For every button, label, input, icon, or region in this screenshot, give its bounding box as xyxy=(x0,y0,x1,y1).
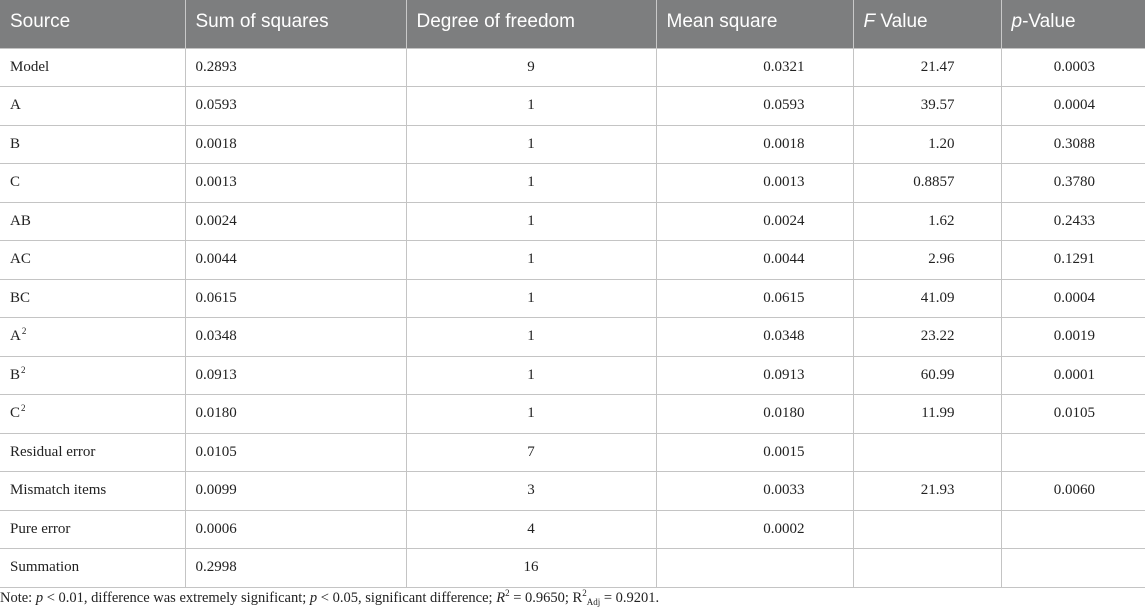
cell-sum-of-squares: 0.0013 xyxy=(185,164,406,203)
cell-degree-of-freedom: 1 xyxy=(406,279,656,318)
cell-p-value: 0.0060 xyxy=(1001,472,1145,511)
table-note: Note: p < 0.01, difference was extremely significant; p < 0.05, significant difference; $R^2 = 0.9650$; $R^2_{Adj} = 0.9201$. xyxy=(0,588,660,607)
table-row xyxy=(0,241,1145,280)
source-label: A xyxy=(10,328,21,345)
source-label: AB xyxy=(10,212,31,229)
cell-mean-square: 0.0013 xyxy=(656,164,853,203)
table-row xyxy=(0,125,1145,164)
cell-degree-of-freedom: 16 xyxy=(406,549,656,588)
cell-source xyxy=(0,125,185,164)
table-row xyxy=(0,202,1145,241)
cell-source xyxy=(0,395,185,434)
cell-mean-square: 0.0913 xyxy=(656,356,853,395)
cell-degree-of-freedom: 1 xyxy=(406,241,656,280)
cell-source xyxy=(0,433,185,472)
cell-p-value: 0.0001 xyxy=(1001,356,1145,395)
cell-f-value xyxy=(853,510,1001,549)
cell-source xyxy=(0,164,185,203)
cell-p-value xyxy=(1001,433,1145,472)
header-mean-square: Mean square xyxy=(656,0,853,48)
cell-degree-of-freedom: 4 xyxy=(406,510,656,549)
cell-source xyxy=(0,356,185,395)
cell-p-value: 0.0019 xyxy=(1001,318,1145,357)
cell-mean-square: 0.0002 xyxy=(656,510,853,549)
cell-source xyxy=(0,318,185,357)
cell-p-value: 0.0004 xyxy=(1001,87,1145,126)
cell-source xyxy=(0,549,185,588)
cell-degree-of-freedom: 7 xyxy=(406,433,656,472)
table-header xyxy=(0,0,1145,48)
cell-sum-of-squares: 0.0006 xyxy=(185,510,406,549)
cell-degree-of-freedom: 1 xyxy=(406,164,656,203)
cell-p-value: 0.3780 xyxy=(1001,164,1145,203)
cell-mean-square: 0.0593 xyxy=(656,87,853,126)
table-row xyxy=(0,279,1145,318)
cell-mean-square: 0.0615 xyxy=(656,279,853,318)
source-exponent: 2 xyxy=(21,403,26,414)
cell-p-value: 0.0105 xyxy=(1001,395,1145,434)
cell-source xyxy=(0,510,185,549)
cell-sum-of-squares: 0.0099 xyxy=(185,472,406,511)
cell-mean-square: 0.0348 xyxy=(656,318,853,357)
cell-sum-of-squares: 0.2998 xyxy=(185,549,406,588)
cell-f-value xyxy=(853,433,1001,472)
cell-p-value: 0.2433 xyxy=(1001,202,1145,241)
cell-degree-of-freedom: 9 xyxy=(406,48,656,87)
source-label: AC xyxy=(10,251,31,268)
cell-f-value: 39.57 xyxy=(853,87,1001,126)
cell-mean-square: 0.0024 xyxy=(656,202,853,241)
cell-f-value: 1.20 xyxy=(853,125,1001,164)
source-label: C xyxy=(10,174,21,191)
cell-degree-of-freedom: 1 xyxy=(406,356,656,395)
cell-mean-square: 0.0321 xyxy=(656,48,853,87)
table-row xyxy=(0,395,1145,434)
source-label: Model xyxy=(10,58,50,75)
cell-degree-of-freedom: 1 xyxy=(406,87,656,126)
cell-sum-of-squares: 0.0105 xyxy=(185,433,406,472)
cell-source xyxy=(0,202,185,241)
header-f-value: F Value xyxy=(853,0,1001,48)
table-row xyxy=(0,48,1145,87)
source-label: B xyxy=(10,366,21,383)
source-label: A xyxy=(10,97,21,114)
cell-mean-square: 0.0018 xyxy=(656,125,853,164)
cell-degree-of-freedom: 1 xyxy=(406,318,656,357)
table-row xyxy=(0,510,1145,549)
cell-f-value xyxy=(853,549,1001,588)
table-body xyxy=(0,48,1145,587)
cell-degree-of-freedom: 1 xyxy=(406,125,656,164)
source-label: Residual error xyxy=(10,443,96,460)
source-label: B xyxy=(10,135,21,152)
cell-f-value: 21.47 xyxy=(853,48,1001,87)
cell-sum-of-squares: 0.2893 xyxy=(185,48,406,87)
cell-p-value: 0.1291 xyxy=(1001,241,1145,280)
cell-p-value: 0.3088 xyxy=(1001,125,1145,164)
table-row xyxy=(0,164,1145,203)
header-row xyxy=(0,0,1145,48)
header-source: Source xyxy=(10,11,71,33)
source-label: Summation xyxy=(10,559,80,576)
cell-sum-of-squares: 0.0593 xyxy=(185,87,406,126)
header-p-value: p-Value xyxy=(1001,0,1145,48)
cell-mean-square: 0.0044 xyxy=(656,241,853,280)
source-exponent: 2 xyxy=(21,364,26,375)
cell-f-value: 60.99 xyxy=(853,356,1001,395)
cell-source xyxy=(0,472,185,511)
cell-f-value: 23.22 xyxy=(853,318,1001,357)
cell-source xyxy=(0,279,185,318)
table-row xyxy=(0,356,1145,395)
cell-sum-of-squares: 0.0348 xyxy=(185,318,406,357)
cell-sum-of-squares: 0.0615 xyxy=(185,279,406,318)
cell-p-value xyxy=(1001,549,1145,588)
cell-mean-square: 0.0033 xyxy=(656,472,853,511)
cell-sum-of-squares: 0.0024 xyxy=(185,202,406,241)
source-label: C xyxy=(10,405,21,422)
cell-sum-of-squares: 0.0044 xyxy=(185,241,406,280)
cell-degree-of-freedom: 3 xyxy=(406,472,656,511)
cell-mean-square xyxy=(656,549,853,588)
source-label: BC xyxy=(10,289,31,306)
cell-sum-of-squares: 0.0180 xyxy=(185,395,406,434)
source-exponent: 2 xyxy=(21,326,27,337)
cell-mean-square: 0.0015 xyxy=(656,433,853,472)
cell-sum-of-squares: 0.0018 xyxy=(185,125,406,164)
cell-f-value: 21.93 xyxy=(853,472,1001,511)
cell-p-value: 0.0003 xyxy=(1001,48,1145,87)
cell-degree-of-freedom: 1 xyxy=(406,395,656,434)
cell-degree-of-freedom: 1 xyxy=(406,202,656,241)
cell-f-value: 2.96 xyxy=(853,241,1001,280)
source-label: Mismatch items xyxy=(10,482,107,499)
source-label: Pure error xyxy=(10,520,71,537)
cell-f-value: 11.99 xyxy=(853,395,1001,434)
cell-mean-square: 0.0180 xyxy=(656,395,853,434)
cell-f-value: 41.09 xyxy=(853,279,1001,318)
cell-f-value: 0.8857 xyxy=(853,164,1001,203)
cell-source xyxy=(0,48,185,87)
table-row xyxy=(0,318,1145,357)
cell-f-value: 1.62 xyxy=(853,202,1001,241)
header-degree-of-freedom: Degree of freedom xyxy=(406,0,656,48)
cell-source xyxy=(0,87,185,126)
header-sum-of-squares: Sum of squares xyxy=(185,0,406,48)
cell-sum-of-squares: 0.0913 xyxy=(185,356,406,395)
cell-source xyxy=(0,241,185,280)
table-row xyxy=(0,433,1145,472)
table-row xyxy=(0,549,1145,588)
cell-p-value: 0.0004 xyxy=(1001,279,1145,318)
cell-p-value xyxy=(1001,510,1145,549)
table-row xyxy=(0,87,1145,126)
table-row xyxy=(0,472,1145,511)
